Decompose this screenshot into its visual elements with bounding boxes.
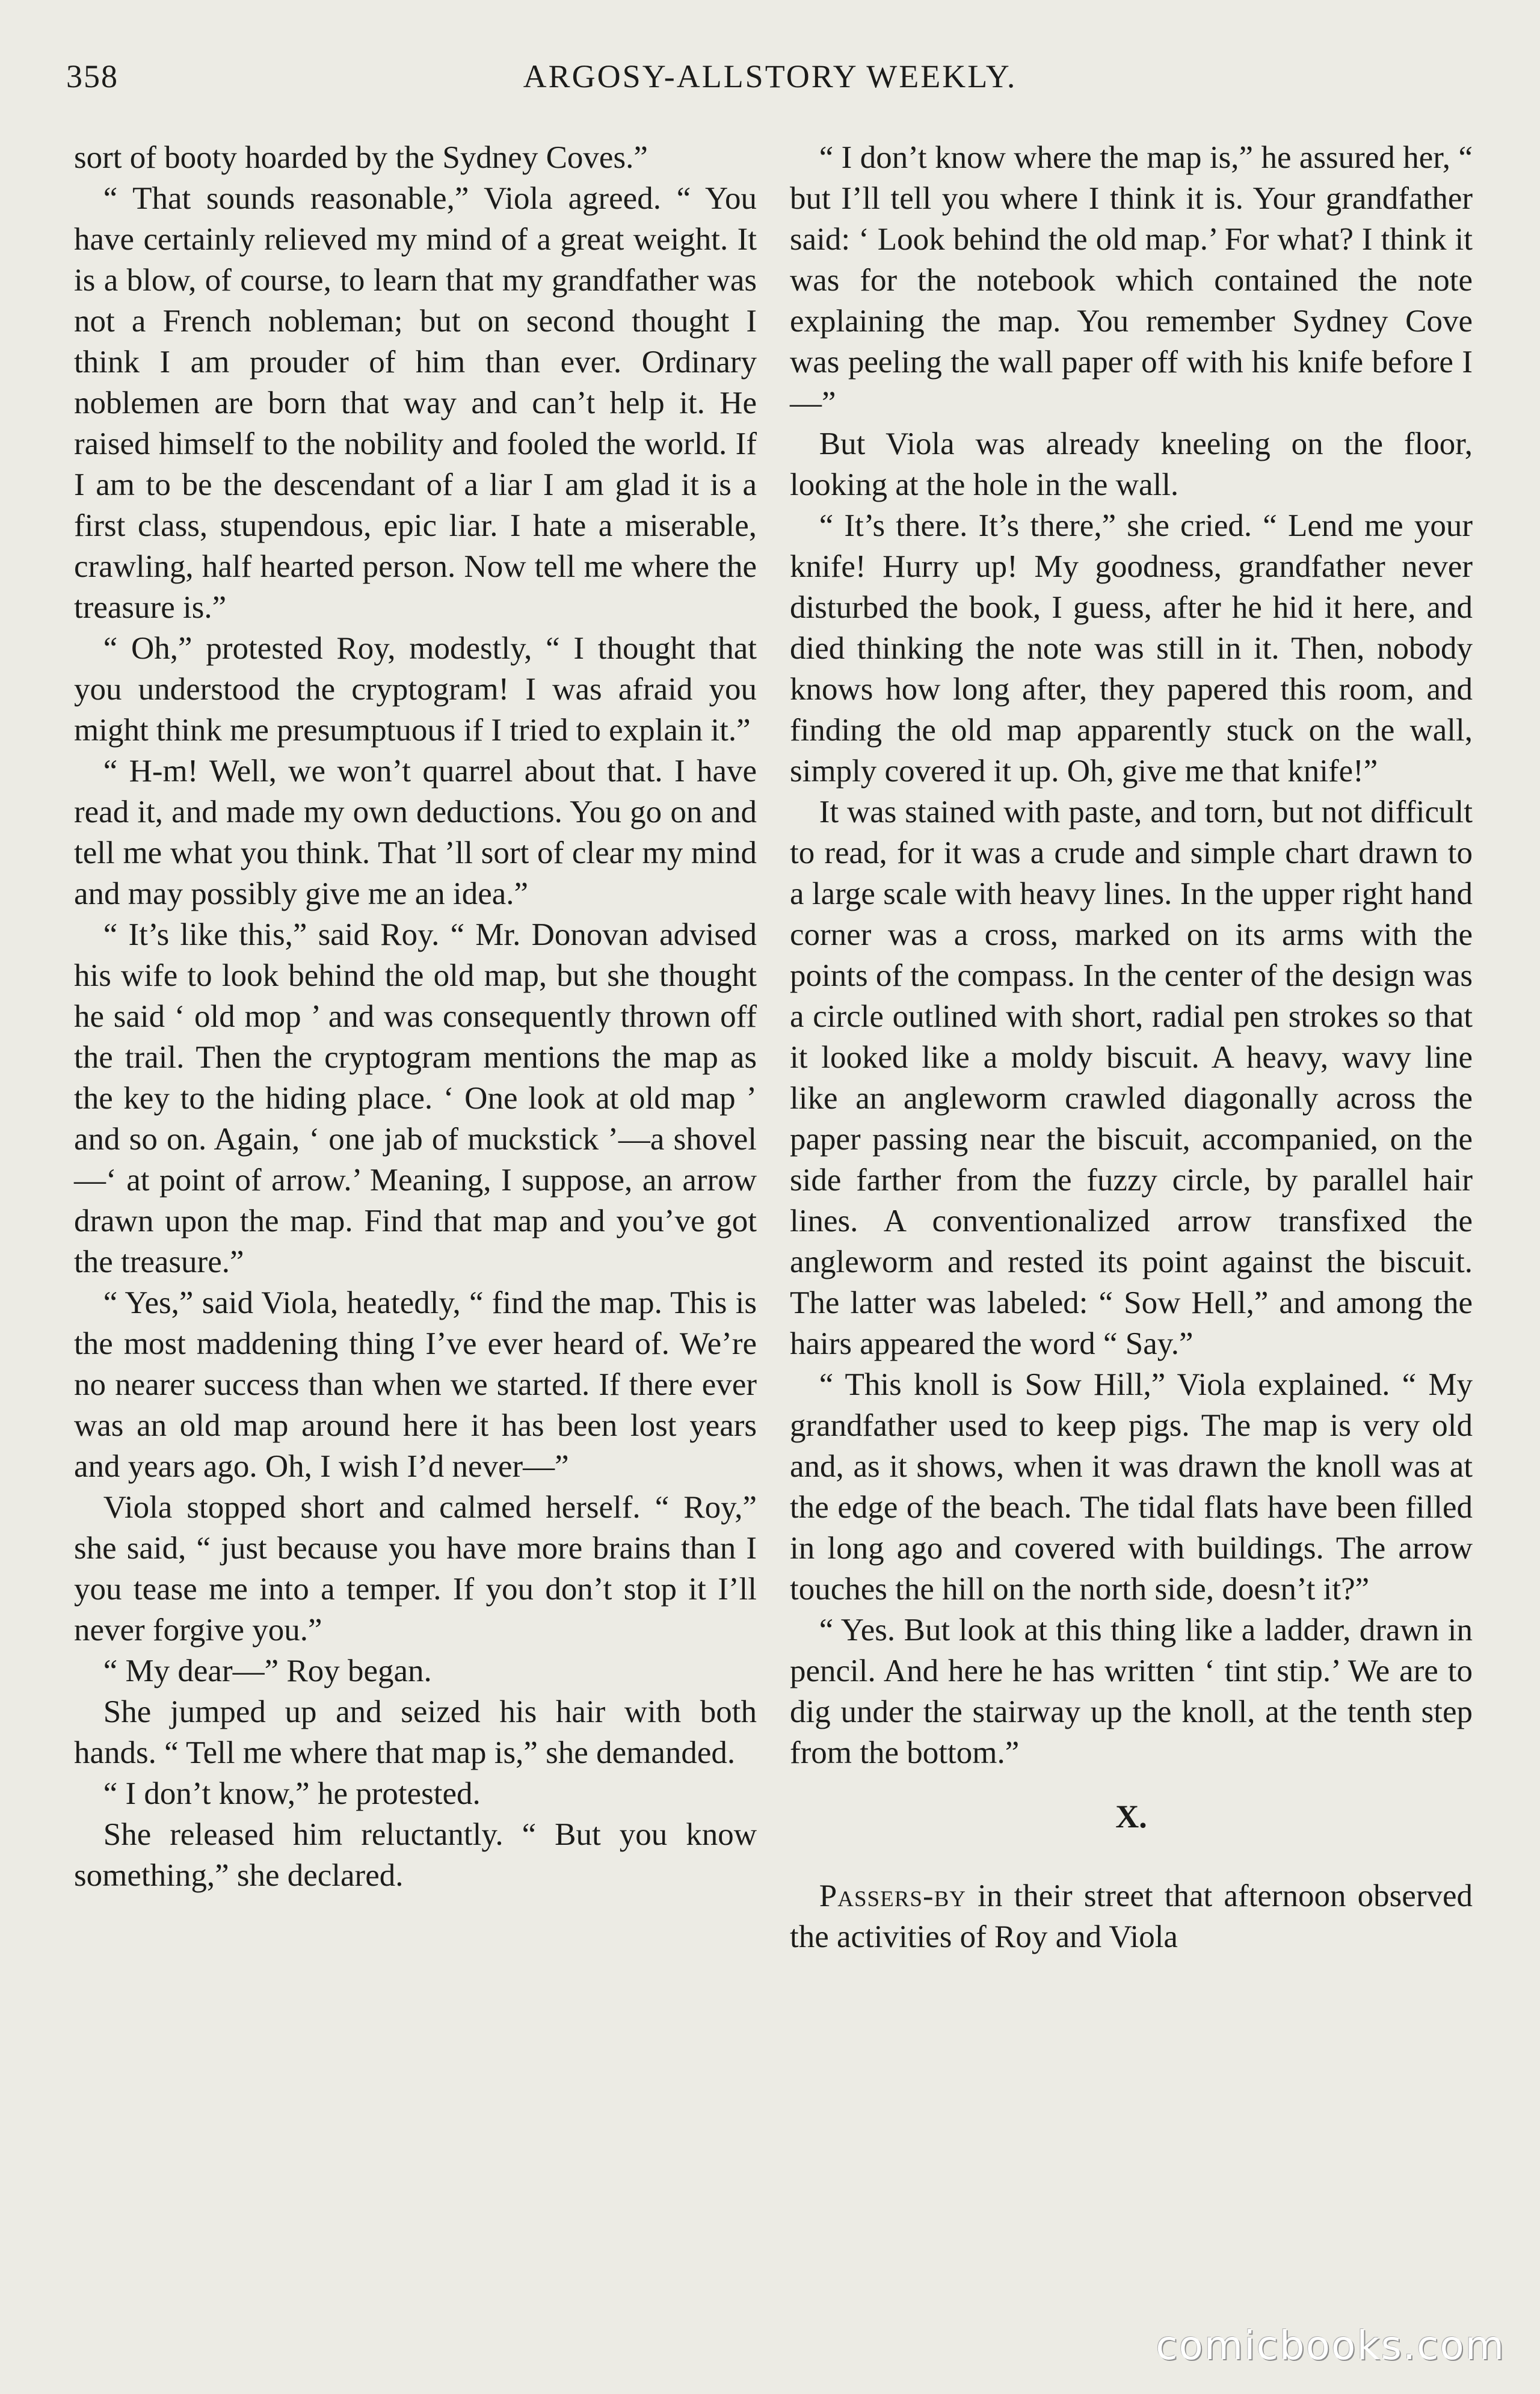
paragraph: “ Oh,” protested Roy, modestly, “ I thought that you understood the cryptogram! I was afraid you might think me presumptuous if I tried to explain it.” <box>74 631 757 748</box>
paragraph: “ That sounds reasonable,” Viola agreed. “ You have certainly relieved my mind of a great weight. It is a blow, of course, to learn that my grandfather was not a French nobleman; but on second thought I think I am prouder of him than ever. Ordinary noblemen are born that way and can’t help it. He raised himself to the nobility and fooled the world. If I am to be the descendant of a liar I am glad it is a first class, stupendous, epic liar. I hate a miserable, crawling, half hearted person. Now tell me where the treasure is.” <box>74 181 757 625</box>
paragraph: “ This knoll is Sow Hill,” Viola explained. “ My grandfather used to keep pigs. The map is very old and, as it shows, when it was drawn the knoll was at the edge of the beach. The tidal flats have been filled in long ago and covered with buildings. The arrow touches the hill on the north side, doesn’t it?” <box>790 1367 1473 1607</box>
paragraph: “ Yes. But look at this thing like a ladder, drawn in pencil. And here he has written ‘ tint stip.’ We are to dig under the stairway up the knoll, at the tenth step from the bottom.” <box>790 1613 1473 1770</box>
paragraph: “ Yes,” said Viola, heatedly, “ find the map. This is the most maddening thing I’ve ever heard of. We’re no nearer success than when we started. If there ever was an old map around here it has been lost years and years ago. Oh, I wish I’d never—” <box>74 1285 757 1484</box>
section-opening-text: in their street that afternoon observed the activities of Roy and Viola <box>790 1879 1473 1954</box>
paragraph: She jumped up and seized his hair with both hands. “ Tell me where that map is,” she demanded. <box>74 1694 757 1770</box>
paragraph: “ It’s like this,” said Roy. “ Mr. Donovan advised his wife to look behind the old map, but she thought he said ‘ old mop ’ and was consequently thrown off the trail. Then the cryptogram mentions the map as the key to the hiding place. ‘ One look at old map ’ and so on. Again, ‘ one jab of muckstick ’—a shovel—‘ at point of arrow.’ Meaning, I suppose, an arrow drawn upon the map. Find that map and you’ve got the treasure.” <box>74 917 757 1279</box>
paragraph: Viola stopped short and calmed herself. “ Roy,” she said, “ just because you have more brains than I you tease me into a temper. If you don’t stop it I’ll never forgive you.” <box>74 1490 757 1648</box>
paragraph: She released him reluctantly. “ But you know something,” she declared. <box>74 1817 757 1893</box>
paragraph: “ It’s there. It’s there,” she cried. “ Lend me your knife! Hurry up! My goodness, grandfather never disturbed the book, I guess, after he hid it here, and died thinking the note was still in it. Then, nobody knows how long after, they papered this room, and finding the old map apparently stuck on the wall, simply covered it up. Oh, give me that knife!” <box>790 508 1473 789</box>
paragraph: “ H-m! Well, we won’t quarrel about that. I have read it, and made my own deductions. You go on and tell me what you think. That ’ll sort of clear my mind and may possibly give me an idea.” <box>74 754 757 911</box>
section-heading: X. <box>1115 1799 1147 1835</box>
paragraph: “ My dear—” Roy began. <box>103 1654 432 1688</box>
paragraph: sort of booty hoarded by the Sydney Coves.” <box>74 140 648 175</box>
running-head <box>66 58 1474 112</box>
paragraph: But Viola was already kneeling on the floor, looking at the hole in the wall. <box>790 426 1473 502</box>
right-column <box>790 137 1473 1957</box>
paragraph: “ I don’t know where the map is,” he assured her, “ but I’ll tell you where I think it is. Your grandfather said: ‘ Look behind the old map.’ For what? I think it was for the notebook which contained the note explaining the map. You remember Sydney Cove was peeling the wall paper off with his knife before I—” <box>790 140 1473 420</box>
left-column <box>74 137 757 1896</box>
lead-in-words: Passers-by <box>819 1879 967 1913</box>
paragraph: “ I don’t know,” he protested. <box>103 1776 481 1811</box>
watermark: comicbooks.com <box>1156 2322 1505 2369</box>
section-opening-paragraph <box>790 1876 1473 1957</box>
journal-title: ARGOSY-ALLSTORY WEEKLY. <box>523 58 1017 94</box>
page-number: 358 <box>66 58 119 94</box>
paragraph: It was stained with paste, and torn, but not difficult to read, for it was a crude and simple chart drawn to a large scale with heavy lines. In the upper right hand corner was a cross, marked on its arms with the points of the compass. In the center of the design was a circle outlined with short, radial pen strokes so that it looked like a moldy biscuit. A heavy, wavy line like an angleworm crawled diagonally across the paper passing near the biscuit, accompanied, on the side farther from the fuzzy circle, by parallel hair lines. A conventionalized arrow transfixed the angleworm and rested its point against the biscuit. The latter was labeled: “ Sow Hell,” and among the hairs appeared the word “ Say.” <box>790 795 1473 1361</box>
